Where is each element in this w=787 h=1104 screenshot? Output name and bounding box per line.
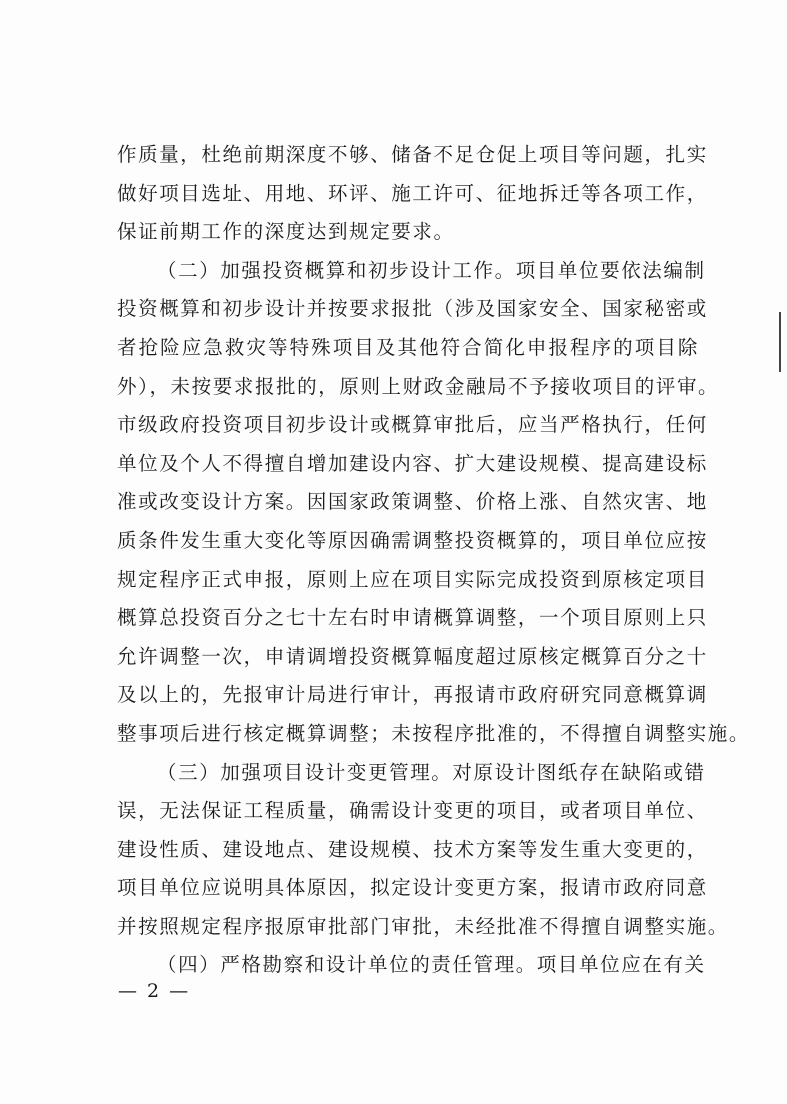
- text-line: 误，无法保证工程质量，确需设计变更的项目，或者项目单位、: [117, 799, 708, 823]
- paragraph: [117, 136, 708, 252]
- text-line: 市级政府投资项目初步设计或概算审批后，应当严格执行，任何: [117, 413, 708, 437]
- text-line: 投资概算和初步设计并按要求报批（涉及国家安全、国家秘密或: [117, 297, 708, 321]
- text-line: （三）加强项目设计变更管理。对原设计图纸存在缺陷或错: [157, 760, 706, 784]
- scan-edge-mark: [779, 312, 781, 372]
- paragraph: [117, 252, 751, 754]
- text-line: 建设性质、建设地点、建设规模、技术方案等发生重大变更的，: [117, 837, 708, 861]
- text-line: 规定程序正式申报，原则上应在项目实际完成投资到原核定项目: [117, 567, 708, 591]
- text-line: 概算总投资百分之七十左右时申请概算调整，一个项目原则上只: [117, 606, 708, 630]
- page-number: — 2 —: [118, 980, 191, 1002]
- text-line: 单位及个人不得擅自增加建设内容、扩大建设规模、提高建设标: [117, 451, 708, 475]
- text-line: 保证前期工作的深度达到规定要求。: [117, 220, 455, 244]
- paragraph: [117, 946, 706, 985]
- text-line: 质条件发生重大变化等原因确需调整投资概算的，项目单位应按: [117, 528, 708, 552]
- text-line: 允许调整一次，申请调增投资概算幅度超过原核定概算百分之十: [117, 644, 708, 668]
- text-line: （四）严格勘察和设计单位的责任管理。项目单位应在有关: [157, 953, 706, 977]
- text-line: 做好项目选址、用地、环评、施工许可、征地拆迁等各项工作，: [117, 181, 708, 205]
- text-line: 作质量，杜绝前期深度不够、储备不足仓促上项目等问题，扎实: [117, 143, 708, 166]
- text-line: 外），未按要求报批的，原则上财政金融局不予接收项目的评审。: [117, 374, 720, 398]
- text-line: 项目单位应说明具体原因，拟定设计变更方案，报请市政府同意: [117, 876, 708, 900]
- text-line: 整事项后进行核定概算调整；未按程序批准的，不得擅自调整实施。: [117, 721, 751, 745]
- text-line: 并按照规定程序报原审批部门审批，未经批准不得擅自调整实施。: [117, 914, 729, 938]
- text-line: 及以上的，先报审计局进行审计，再报请市政府研究同意概算调: [117, 683, 708, 707]
- text-line: （二）加强投资概算和初步设计工作。项目单位要依法编制: [157, 258, 706, 282]
- text-line: 准或改变设计方案。因国家政策调整、价格上涨、自然灾害、地: [117, 490, 708, 514]
- document-body: [117, 136, 751, 985]
- paragraph: [117, 754, 729, 947]
- text-line: 者抢险应急救灾等特殊项目及其他符合简化申报程序的项目除: [117, 335, 699, 359]
